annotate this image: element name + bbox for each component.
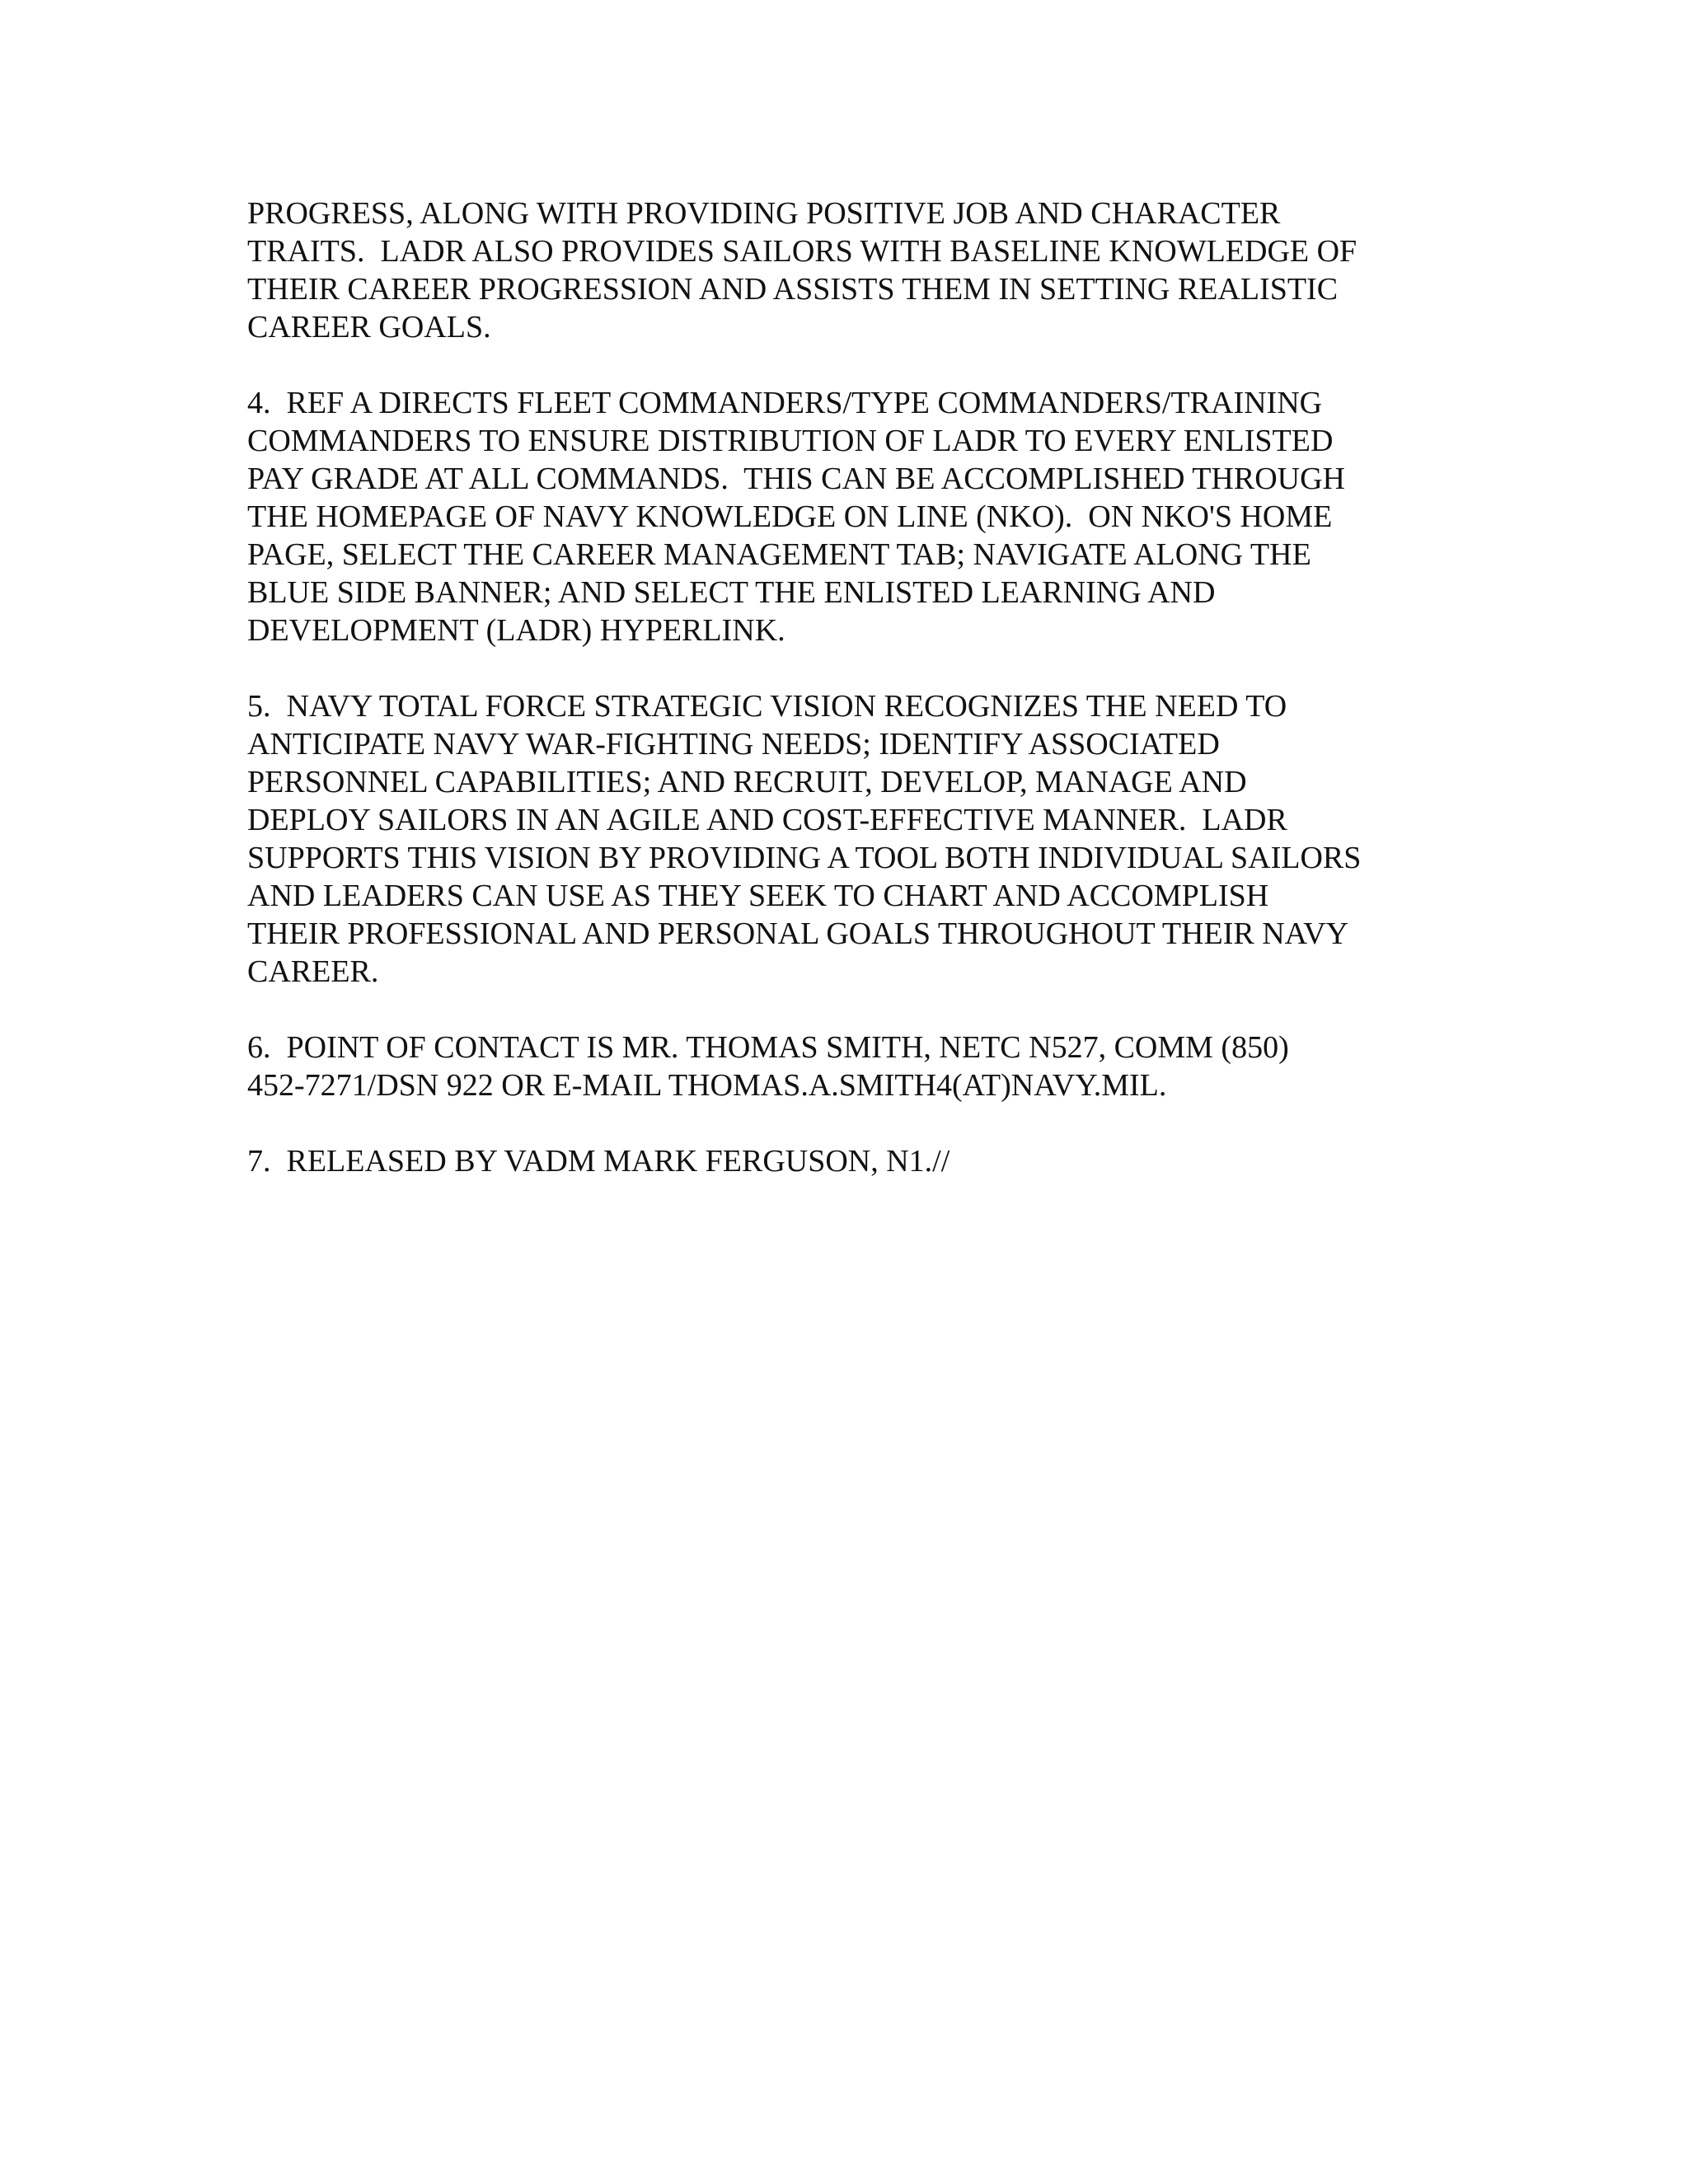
- document-body: [247, 194, 1451, 1218]
- text-line: 5. NAVY TOTAL FORCE STRATEGIC VISION RECOGNIZES THE NEED TO: [247, 689, 1287, 724]
- text-line: SUPPORTS THIS VISION BY PROVIDING A TOOL BOTH INDIVIDUAL SAILORS: [247, 841, 1362, 875]
- paragraph-6: [247, 1029, 1451, 1104]
- text-line: PERSONNEL CAPABILITIES; AND RECRUIT, DEVELOP, MANAGE AND: [247, 765, 1247, 799]
- text-line: 452-7271/DSN 922 OR E-MAIL THOMAS.A.SMITH4(AT)NAVY.MIL.: [247, 1068, 1167, 1103]
- paragraph-continuation: [247, 194, 1451, 346]
- text-line: THEIR CAREER PROGRESSION AND ASSISTS THEM IN SETTING REALISTIC: [247, 272, 1339, 307]
- paragraph-4: [247, 384, 1451, 649]
- text-line: 6. POINT OF CONTACT IS MR. THOMAS SMITH, NETC N527, COMM (850): [247, 1030, 1289, 1065]
- text-line: ANTICIPATE NAVY WAR-FIGHTING NEEDS; IDENTIFY ASSOCIATED: [247, 727, 1220, 762]
- text-line: 7. RELEASED BY VADM MARK FERGUSON, N1.//: [247, 1144, 950, 1179]
- text-line: THE HOMEPAGE OF NAVY KNOWLEDGE ON LINE (NKO). ON NKO'S HOME: [247, 499, 1333, 534]
- paragraph-5: [247, 687, 1451, 991]
- paragraph-7: [247, 1142, 1451, 1180]
- text-line: CAREER.: [247, 954, 379, 989]
- text-line: COMMANDERS TO ENSURE DISTRIBUTION OF LADR TO EVERY ENLISTED: [247, 424, 1334, 458]
- text-line: PAY GRADE AT ALL COMMANDS. THIS CAN BE ACCOMPLISHED THROUGH: [247, 462, 1345, 496]
- text-line: PAGE, SELECT THE CAREER MANAGEMENT TAB; NAVIGATE ALONG THE: [247, 537, 1311, 572]
- text-line: CAREER GOALS.: [247, 310, 491, 344]
- text-line: DEVELOPMENT (LADR) HYPERLINK.: [247, 613, 785, 648]
- text-line: THEIR PROFESSIONAL AND PERSONAL GOALS THROUGHOUT THEIR NAVY: [247, 916, 1349, 951]
- text-line: TRAITS. LADR ALSO PROVIDES SAILORS WITH BASELINE KNOWLEDGE OF: [247, 234, 1357, 269]
- text-line: 4. REF A DIRECTS FLEET COMMANDERS/TYPE COMMANDERS/TRAINING: [247, 386, 1323, 420]
- text-line: AND LEADERS CAN USE AS THEY SEEK TO CHART AND ACCOMPLISH: [247, 879, 1269, 913]
- text-line: BLUE SIDE BANNER; AND SELECT THE ENLISTED LEARNING AND: [247, 575, 1216, 610]
- text-line: PROGRESS, ALONG WITH PROVIDING POSITIVE JOB AND CHARACTER: [247, 196, 1281, 231]
- text-line: DEPLOY SAILORS IN AN AGILE AND COST-EFFECTIVE MANNER. LADR: [247, 803, 1287, 837]
